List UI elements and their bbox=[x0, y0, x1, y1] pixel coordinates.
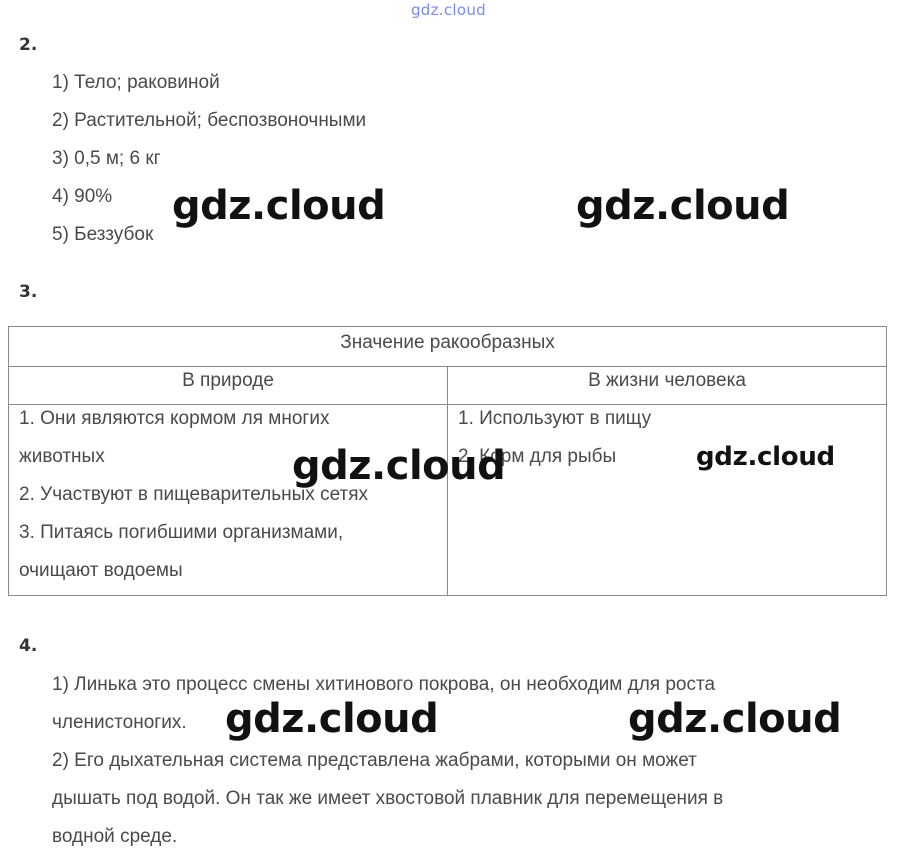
section-3-number: 3. bbox=[19, 282, 38, 302]
section-4-line-3: 2) Его дыхательная система представлена жабрами, которыми он может bbox=[52, 750, 697, 771]
nature-line: животных bbox=[19, 446, 105, 467]
column-header-human: В жизни человека bbox=[448, 367, 887, 405]
watermark: gdz.cloud bbox=[225, 696, 439, 742]
human-line: 1. Используют в пищу bbox=[458, 408, 652, 429]
watermark: gdz.cloud bbox=[628, 696, 842, 742]
watermark: gdz.cloud bbox=[292, 443, 506, 489]
nature-line: очищают водоемы bbox=[19, 560, 183, 581]
section-4-line-4: дышать под водой. Он так же имеет хвостовой плавник для перемещения в bbox=[52, 788, 724, 809]
section-4-line-5: водной среде. bbox=[52, 826, 178, 847]
section-2-item-2: 2) Растительной; беспозвоночными bbox=[52, 110, 367, 131]
nature-line: 1. Они являются кормом ля многих bbox=[19, 408, 330, 429]
watermark: gdz.cloud bbox=[172, 183, 386, 229]
nature-cell bbox=[9, 405, 448, 596]
table-title: Значение ракообразных bbox=[9, 327, 887, 367]
nature-line: 2. Участвуют в пищеварительных сетях bbox=[19, 484, 369, 505]
section-2-item-3: 3) 0,5 м; 6 кг bbox=[52, 148, 161, 169]
section-4-number: 4. bbox=[19, 636, 38, 656]
section-2-number: 2. bbox=[19, 35, 38, 55]
section-4-line-1: 1) Линька это процесс смены хитинового покрова, он необходим для роста bbox=[52, 674, 716, 695]
column-header-nature: В природе bbox=[9, 367, 448, 405]
section-2-item-5: 5) Беззубок bbox=[52, 224, 154, 245]
top-watermark: gdz.cloud bbox=[410, 1, 486, 19]
human-cell bbox=[448, 405, 887, 596]
nature-line: 3. Питаясь погибшими организмами, bbox=[19, 522, 344, 543]
watermark: gdz.cloud bbox=[696, 442, 835, 472]
human-line: 2. Корм для рыбы bbox=[458, 446, 617, 467]
section-4-line-2: членистоногих. bbox=[52, 712, 187, 733]
section-2-item-4: 4) 90% bbox=[52, 186, 113, 207]
watermark: gdz.cloud bbox=[576, 183, 790, 229]
section-2-item-1: 1) Тело; раковиной bbox=[52, 72, 220, 93]
